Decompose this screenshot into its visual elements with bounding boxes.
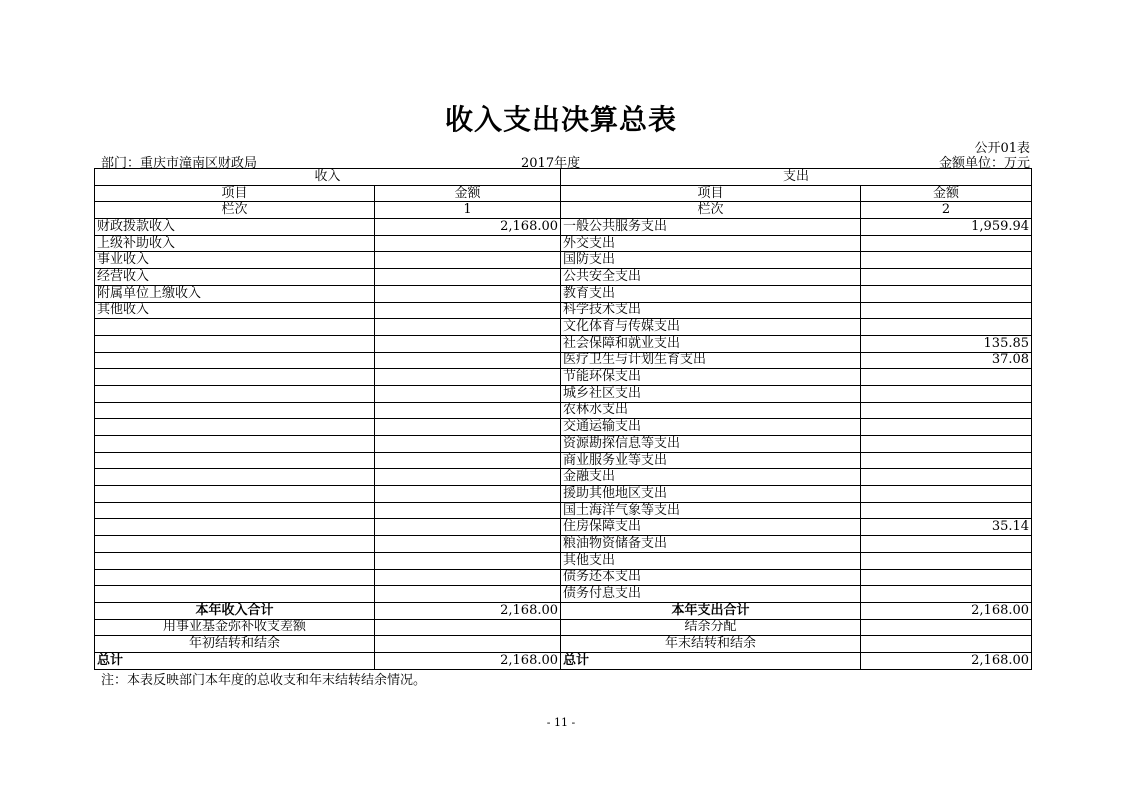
income-amount-cell [375, 385, 561, 402]
income-item-cell: 附属单位上缴收入 [95, 285, 375, 302]
income-item-cell [95, 436, 375, 453]
expense-item-cell: 交通运输支出 [561, 419, 861, 436]
income-item-cell: 其他收入 [95, 302, 375, 319]
income-amount-cell [375, 269, 561, 286]
expense-amount-cell: 35.14 [861, 519, 1032, 536]
income-amount-cell [375, 469, 561, 486]
section-header-row [95, 169, 1032, 186]
income-amount-cell [375, 436, 561, 453]
table-row [95, 519, 1032, 536]
expense-item-cell: 一般公共服务支出 [561, 219, 861, 236]
expense-amount-cell [861, 536, 1032, 553]
income-item-cell [95, 352, 375, 369]
income-amount-cell [375, 419, 561, 436]
table-row [95, 235, 1032, 252]
table-row [95, 419, 1032, 436]
fund-gap-label: 用事业基金弥补收支差额 [95, 619, 375, 636]
expense-item-cell: 金融支出 [561, 469, 861, 486]
expense-item-cell: 资源勘探信息等支出 [561, 436, 861, 453]
expense-item-cell: 国防支出 [561, 252, 861, 269]
income-amount-cell [375, 502, 561, 519]
income-item-cell: 上级补助收入 [95, 235, 375, 252]
income-item-cell [95, 385, 375, 402]
surplus-dist-value [861, 619, 1032, 636]
table-row [95, 436, 1032, 453]
expense-amount-cell: 1,959.94 [861, 219, 1032, 236]
table-row [95, 219, 1032, 236]
table-row [95, 452, 1032, 469]
footnote: 注：本表反映部门本年度的总收支和年末结转结余情况。 [101, 673, 427, 688]
expense-item-cell: 粮油物资储备支出 [561, 536, 861, 553]
department: 部门：重庆市潼南区财政局 [101, 156, 258, 171]
income-item-cell [95, 419, 375, 436]
income-amount-cell [375, 402, 561, 419]
income-amount-cell [375, 586, 561, 603]
fiscal-year: 2017年度 [521, 156, 581, 171]
expense-amount-cell [861, 402, 1032, 419]
col-index-1: 1 [375, 202, 561, 219]
grand-out-label: 总计 [561, 652, 861, 669]
expense-total-label: 本年支出合计 [561, 602, 861, 619]
income-amount-cell: 2,168.00 [375, 219, 561, 236]
table-row [95, 385, 1032, 402]
expense-item-cell: 文化体育与传媒支出 [561, 319, 861, 336]
income-amount-cell [375, 352, 561, 369]
begin-carry-label: 年初结转和结余 [95, 636, 375, 653]
income-amount-cell [375, 335, 561, 352]
table-row [95, 552, 1032, 569]
income-item-cell [95, 569, 375, 586]
expense-amount-cell [861, 486, 1032, 503]
income-amount-cell [375, 452, 561, 469]
expense-amount-cell [861, 552, 1032, 569]
table-row [95, 335, 1032, 352]
expense-amount-cell [861, 319, 1032, 336]
income-item-cell [95, 469, 375, 486]
expense-amount-cell [861, 235, 1032, 252]
income-item-cell [95, 369, 375, 386]
expense-item-cell: 农林水支出 [561, 402, 861, 419]
expense-amount-cell [861, 569, 1032, 586]
income-item-cell [95, 402, 375, 419]
table-row [95, 352, 1032, 369]
expense-item-cell: 社会保障和就业支出 [561, 335, 861, 352]
income-amount-cell [375, 285, 561, 302]
expense-amount-cell [861, 269, 1032, 286]
expense-item-cell: 债务付息支出 [561, 586, 861, 603]
income-item-cell: 经营收入 [95, 269, 375, 286]
expense-item-cell: 援助其他地区支出 [561, 486, 861, 503]
income-lanci: 栏次 [95, 202, 375, 219]
income-section-header: 收入 [95, 169, 561, 186]
fund-gap-value [375, 619, 561, 636]
income-amount-header: 金额 [375, 185, 561, 202]
carryover-row [95, 636, 1032, 653]
expense-amount-cell: 37.08 [861, 352, 1032, 369]
expense-item-cell: 城乡社区支出 [561, 385, 861, 402]
budget-table [94, 168, 1032, 670]
expense-item-cell: 商业服务业等支出 [561, 452, 861, 469]
form-number: 公开01表 [974, 141, 1030, 156]
income-amount-cell [375, 302, 561, 319]
income-item-cell [95, 586, 375, 603]
expense-amount-cell [861, 369, 1032, 386]
expense-amount-cell [861, 586, 1032, 603]
income-item-header: 项目 [95, 185, 375, 202]
income-item-cell: 事业收入 [95, 252, 375, 269]
income-item-cell [95, 536, 375, 553]
income-item-cell [95, 335, 375, 352]
expense-item-cell: 科学技术支出 [561, 302, 861, 319]
table-row [95, 469, 1032, 486]
expense-amount-header: 金额 [861, 185, 1032, 202]
income-amount-cell [375, 536, 561, 553]
table-row [95, 486, 1032, 503]
expense-item-cell: 医疗卫生与计划生育支出 [561, 352, 861, 369]
expense-amount-cell [861, 419, 1032, 436]
table-row [95, 369, 1032, 386]
fund-gap-row [95, 619, 1032, 636]
income-amount-cell [375, 486, 561, 503]
income-item-cell [95, 486, 375, 503]
table-row [95, 302, 1032, 319]
expense-item-cell: 住房保障支出 [561, 519, 861, 536]
expense-item-cell: 国土海洋气象等支出 [561, 502, 861, 519]
income-total-label: 本年收入合计 [95, 602, 375, 619]
income-amount-cell [375, 552, 561, 569]
expense-amount-cell [861, 502, 1032, 519]
expense-section-header: 支出 [561, 169, 1032, 186]
page-title: 收入支出决算总表 [444, 103, 677, 136]
end-carry-label: 年末结转和结余 [561, 636, 861, 653]
grand-out-value: 2,168.00 [861, 652, 1032, 669]
expense-item-cell: 其他支出 [561, 552, 861, 569]
grand-in-value: 2,168.00 [375, 652, 561, 669]
income-amount-cell [375, 252, 561, 269]
column-header-row [95, 185, 1032, 202]
expense-item-cell: 外交支出 [561, 235, 861, 252]
expense-item-header: 项目 [561, 185, 861, 202]
expense-item-cell: 公共安全支出 [561, 269, 861, 286]
expense-amount-cell [861, 385, 1032, 402]
expense-item-cell: 节能环保支出 [561, 369, 861, 386]
page-number: - 11 - [546, 716, 576, 729]
table-row [95, 536, 1032, 553]
table-row [95, 569, 1032, 586]
income-item-cell [95, 519, 375, 536]
table-row [95, 252, 1032, 269]
expense-amount-cell [861, 436, 1032, 453]
expense-item-cell: 教育支出 [561, 285, 861, 302]
income-amount-cell [375, 519, 561, 536]
income-amount-cell [375, 569, 561, 586]
income-total-row [95, 602, 1032, 619]
income-item-cell [95, 319, 375, 336]
table-row [95, 319, 1032, 336]
table-row [95, 402, 1032, 419]
expense-amount-cell [861, 469, 1032, 486]
expense-amount-cell [861, 302, 1032, 319]
expense-amount-cell [861, 452, 1032, 469]
income-item-cell [95, 502, 375, 519]
surplus-dist-label: 结余分配 [561, 619, 861, 636]
income-total-value: 2,168.00 [375, 602, 561, 619]
col-index-2: 2 [861, 202, 1032, 219]
expense-amount-cell [861, 285, 1032, 302]
table-row [95, 586, 1032, 603]
expense-total-value: 2,168.00 [861, 602, 1032, 619]
expense-lanci: 栏次 [561, 202, 861, 219]
expense-amount-cell [861, 252, 1032, 269]
grand-total-row [95, 652, 1032, 669]
end-carry-value [861, 636, 1032, 653]
income-amount-cell [375, 319, 561, 336]
grand-in-label: 总计 [95, 652, 375, 669]
table-row [95, 269, 1032, 286]
income-amount-cell [375, 369, 561, 386]
amount-unit: 金额单位：万元 [938, 156, 1030, 171]
income-amount-cell [375, 235, 561, 252]
begin-carry-value [375, 636, 561, 653]
meta-line [101, 152, 1030, 171]
column-index-row [95, 202, 1032, 219]
table-row [95, 285, 1032, 302]
table-row [95, 502, 1032, 519]
income-item-cell [95, 552, 375, 569]
income-item-cell [95, 452, 375, 469]
income-item-cell: 财政拨款收入 [95, 219, 375, 236]
expense-item-cell: 债务还本支出 [561, 569, 861, 586]
expense-amount-cell: 135.85 [861, 335, 1032, 352]
